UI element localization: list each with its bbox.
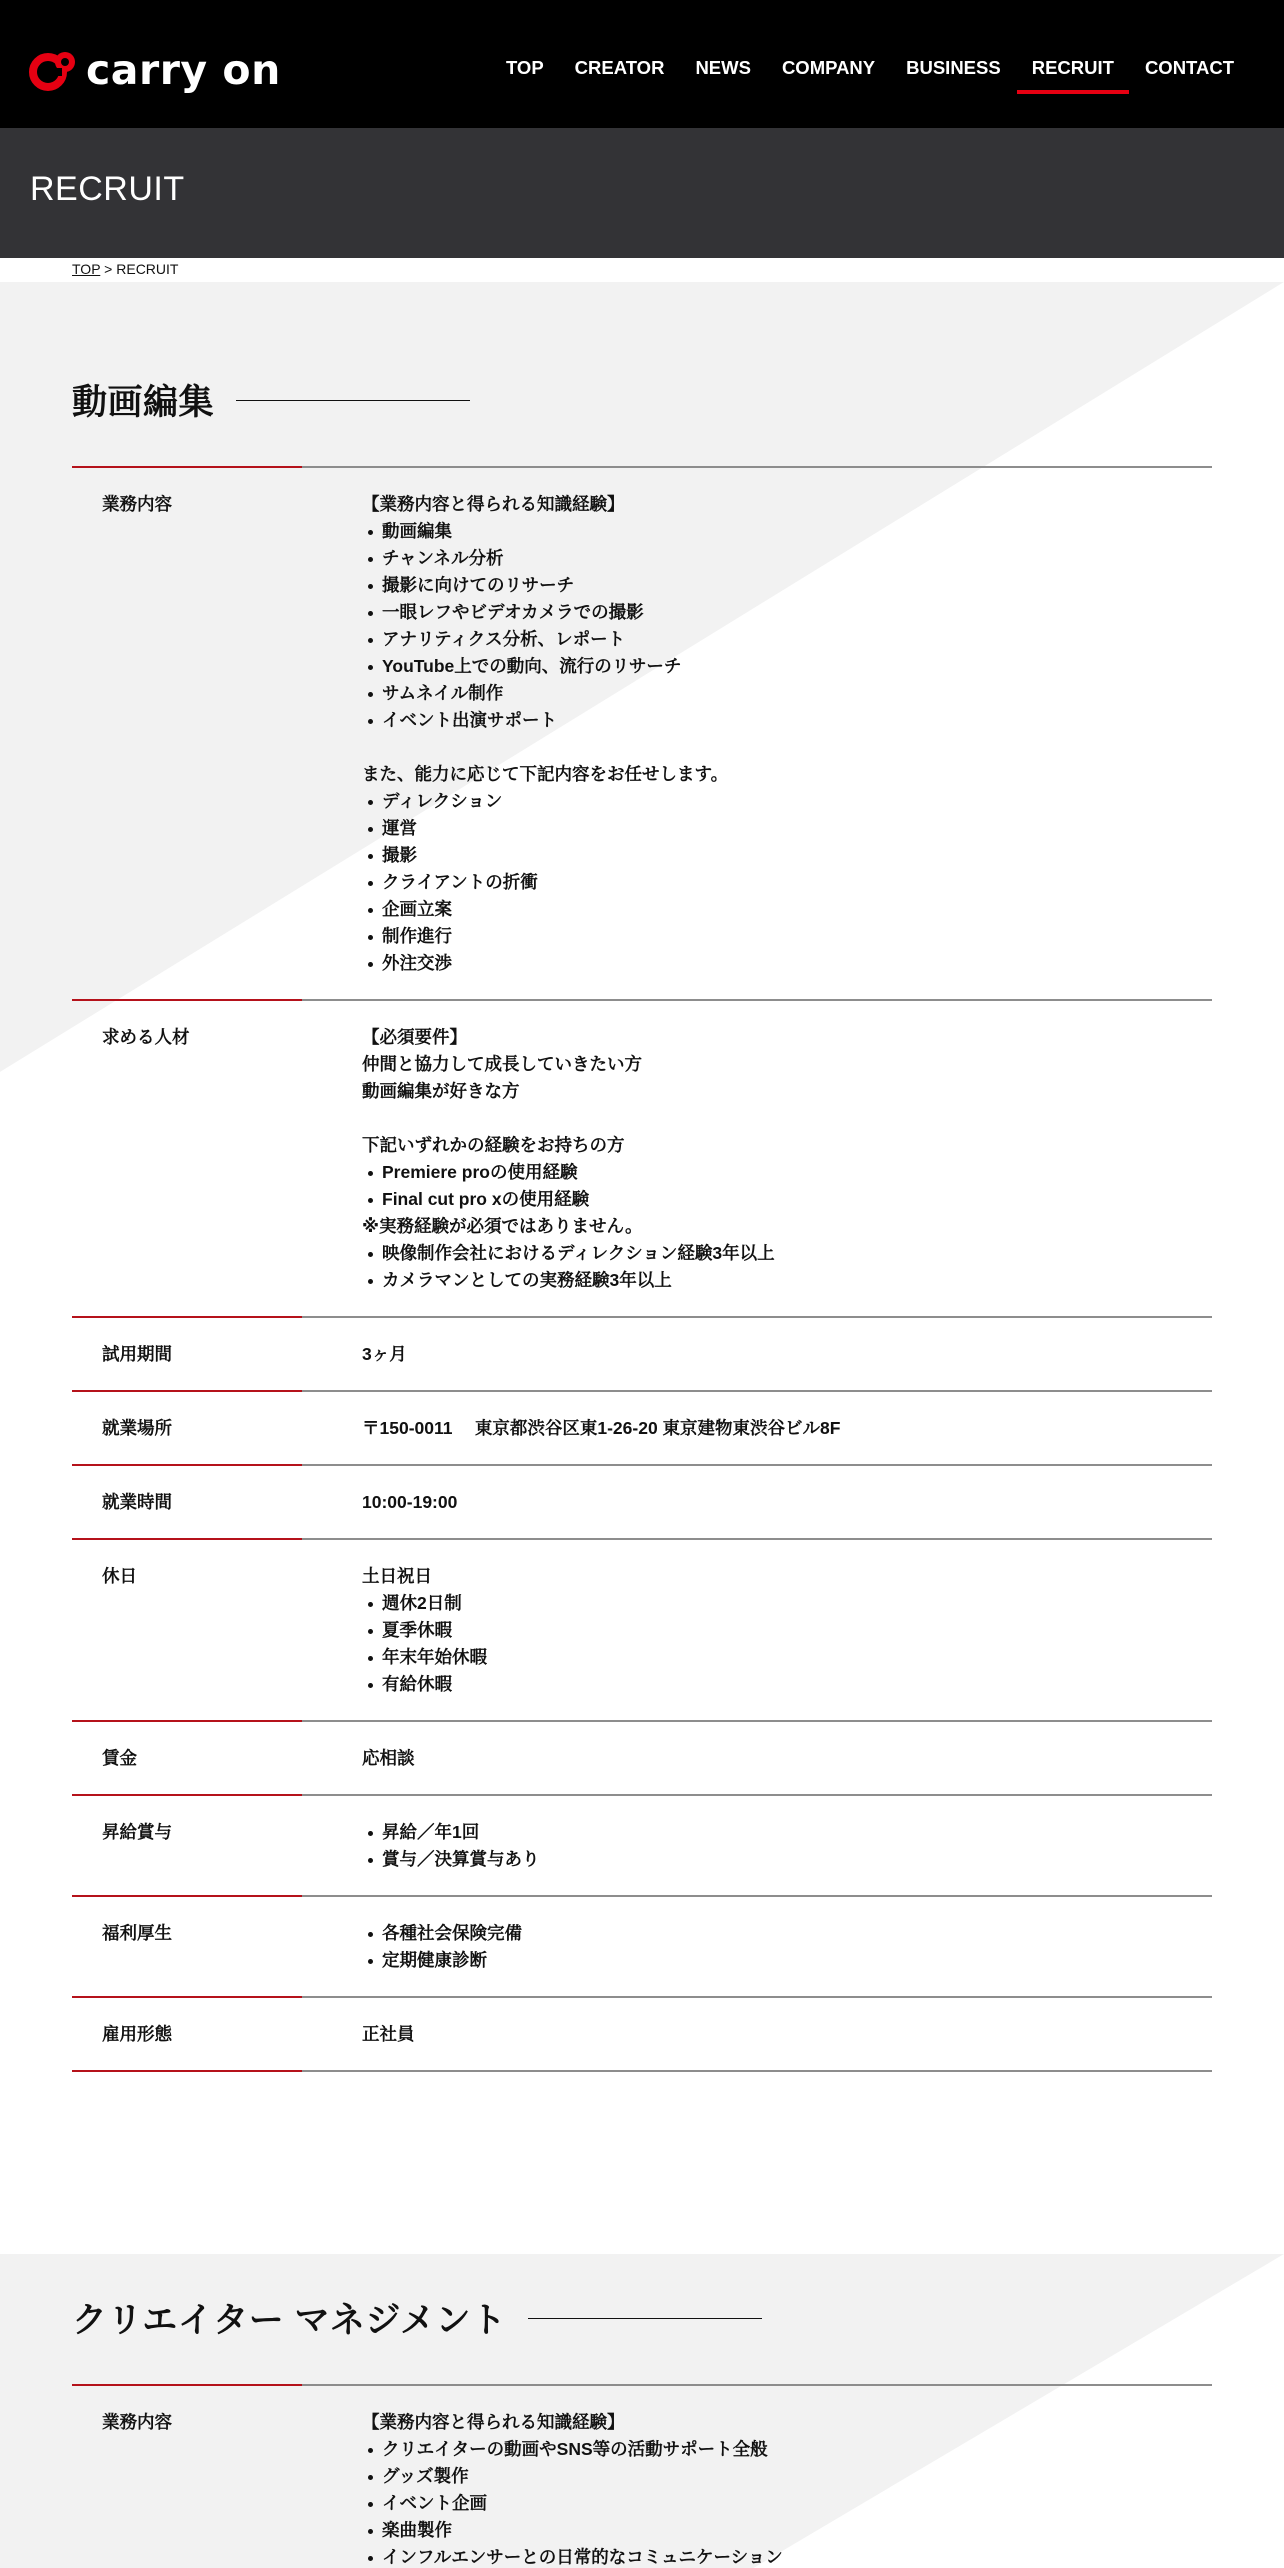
- table-end-rule: [72, 2070, 1212, 2072]
- list-item: 一眼レフやビデオカメラでの撮影: [362, 599, 1212, 626]
- table-row: [72, 466, 1212, 999]
- page-title: RECRUIT: [30, 170, 185, 208]
- list-item: ディレクション: [362, 788, 1212, 815]
- job-details-table: [72, 2384, 1212, 2568]
- list-item: サムネイル制作: [362, 680, 1212, 707]
- row-label: 雇用形態: [102, 2024, 172, 2044]
- list-item: 週休2日制: [362, 1590, 1212, 1617]
- list-item: 動画編集: [362, 518, 1212, 545]
- list-item: カメラマンとしての実務経験3年以上: [362, 1267, 1212, 1294]
- row-value: [362, 1920, 1212, 1974]
- breadcrumb-home-link[interactable]: TOP: [72, 261, 101, 277]
- section-heading: [72, 370, 1212, 430]
- breadcrumb: [72, 260, 178, 278]
- list-item: クライアントの折衝: [362, 869, 1212, 896]
- benefits-list: [362, 1920, 1212, 1974]
- nav-business[interactable]: BUSINESS: [906, 57, 1001, 78]
- nav-contact[interactable]: CONTACT: [1144, 57, 1234, 78]
- group-heading: 【業務内容と得られる知識経験】: [362, 2412, 625, 2432]
- section-title: 動画編集: [72, 383, 215, 422]
- list-item: YouTube上での動向、流行のリサーチ: [362, 653, 1212, 680]
- nav-recruit[interactable]: RECRUIT: [1031, 57, 1114, 78]
- row-label: 求める人材: [102, 1027, 190, 1047]
- list-item: クリエイターの動画やSNS等の活動サポート全般: [362, 2436, 1212, 2463]
- list-item: 楽曲製作: [362, 2517, 1212, 2544]
- list-item: 夏季休暇: [362, 1617, 1212, 1644]
- row-value: [362, 2409, 1212, 2568]
- section-heading: [72, 2288, 1212, 2348]
- list-item: チャンネル分析: [362, 545, 1212, 572]
- row-label: 賃金: [102, 1748, 137, 1768]
- list-item: 有給休暇: [362, 1671, 1212, 1698]
- table-row: [72, 1538, 1212, 1720]
- table-row: [72, 1464, 1212, 1538]
- nav-company[interactable]: COMPANY: [781, 57, 876, 78]
- list-item: 企画立案: [362, 896, 1212, 923]
- row-label: 休日: [102, 1566, 137, 1586]
- extra-duty-list: [362, 788, 1212, 977]
- row-value: 正社員: [362, 2024, 415, 2044]
- experience-list: [362, 1159, 1212, 1213]
- row-label: 業務内容: [102, 494, 172, 514]
- heading-rule: [236, 400, 470, 401]
- list-item: 映像制作会社におけるディレクション経験3年以上: [362, 1240, 1212, 1267]
- breadcrumb-current: RECRUIT: [116, 261, 179, 277]
- group-heading: 【業務内容と得られる知識経験】: [362, 494, 625, 514]
- nav-creator[interactable]: CREATOR: [574, 57, 665, 78]
- row-value: 〒150-0011 東京都渋谷区東1-26-20 東京建物東渋谷ビル8F: [362, 1418, 841, 1438]
- list-item: 定期健康診断: [362, 1947, 1212, 1974]
- duty-list: [362, 518, 1212, 734]
- list-item: 撮影: [362, 842, 1212, 869]
- list-item: グッズ製作: [362, 2463, 1212, 2490]
- list-item: Final cut pro xの使用経験: [362, 1186, 1212, 1213]
- list-item: 年末年始休暇: [362, 1644, 1212, 1671]
- list-item: アナリティクス分析、レポート: [362, 626, 1212, 653]
- row-label: 昇給賞与: [102, 1822, 172, 1842]
- raise-bonus-list: [362, 1819, 1212, 1873]
- row-value: [362, 1024, 1212, 1294]
- list-item: 各種社会保険完備: [362, 1920, 1212, 1947]
- table-row: [72, 1390, 1212, 1464]
- list-item: 撮影に向けてのリサーチ: [362, 572, 1212, 599]
- row-label: 試用期間: [102, 1344, 172, 1364]
- section-title: クリエイター マネジメント: [72, 2301, 507, 2340]
- nav-top[interactable]: TOP: [505, 57, 544, 78]
- group-heading: また、能力に応じて下記内容をお任せします。: [362, 764, 729, 784]
- nav-news[interactable]: NEWS: [695, 57, 751, 78]
- main-nav: [475, 56, 1234, 80]
- list-item: 制作進行: [362, 923, 1212, 950]
- requirement-note: ※実務経験が必須ではありません。: [362, 1216, 643, 1236]
- row-value: [362, 1563, 1212, 1698]
- list-item: イベント企画: [362, 2490, 1212, 2517]
- row-value: 応相談: [362, 1748, 415, 1768]
- list-item: 外注交渉: [362, 950, 1212, 977]
- carry-on-logo-icon: [28, 48, 82, 92]
- logo-text: carry on: [86, 46, 281, 94]
- row-label: 福利厚生: [102, 1923, 172, 1943]
- holiday-text: 土日祝日: [362, 1566, 432, 1586]
- list-item: 昇給／年1回: [362, 1819, 1212, 1846]
- row-label: 就業時間: [102, 1492, 172, 1512]
- list-item: Premiere proの使用経験: [362, 1159, 1212, 1186]
- table-row: [72, 1895, 1212, 1996]
- group-heading: 下記いずれかの経験をお持ちの方: [362, 1135, 625, 1155]
- row-value: [362, 491, 1212, 977]
- page-title-band: [0, 128, 1284, 258]
- row-value: [362, 1819, 1212, 1873]
- list-item: インフルエンサーとの日常的なコミュニケーション: [362, 2544, 1212, 2568]
- table-row: [72, 1316, 1212, 1390]
- requirement-line: 動画編集が好きな方: [362, 1081, 520, 1101]
- breadcrumb-separator: >: [104, 261, 113, 277]
- list-item: イベント出演サポート: [362, 707, 1212, 734]
- row-value: 10:00-19:00: [362, 1492, 458, 1512]
- table-row: [72, 1996, 1212, 2070]
- holiday-list: [362, 1590, 1212, 1698]
- site-logo[interactable]: [28, 48, 281, 92]
- experience-list-2: [362, 1240, 1212, 1294]
- job-section-video-editing: [72, 370, 1212, 2072]
- job-section-creator-management: [72, 2288, 1212, 2568]
- table-row: [72, 1794, 1212, 1895]
- row-label: 業務内容: [102, 2412, 172, 2432]
- job-details-table: [72, 466, 1212, 2072]
- list-item: 賞与／決算賞与あり: [362, 1846, 1212, 1873]
- group-heading: 【必須要件】: [362, 1027, 467, 1047]
- row-value: 3ヶ月: [362, 1344, 407, 1364]
- table-row: [72, 1720, 1212, 1794]
- row-label: 就業場所: [102, 1418, 172, 1438]
- heading-rule: [528, 2318, 762, 2319]
- site-header: [0, 0, 1284, 128]
- requirement-line: 仲間と協力して成長していきたい方: [362, 1054, 642, 1074]
- table-row: [72, 2384, 1212, 2568]
- table-row: [72, 999, 1212, 1316]
- duty-list: [362, 2436, 1212, 2568]
- list-item: 運営: [362, 815, 1212, 842]
